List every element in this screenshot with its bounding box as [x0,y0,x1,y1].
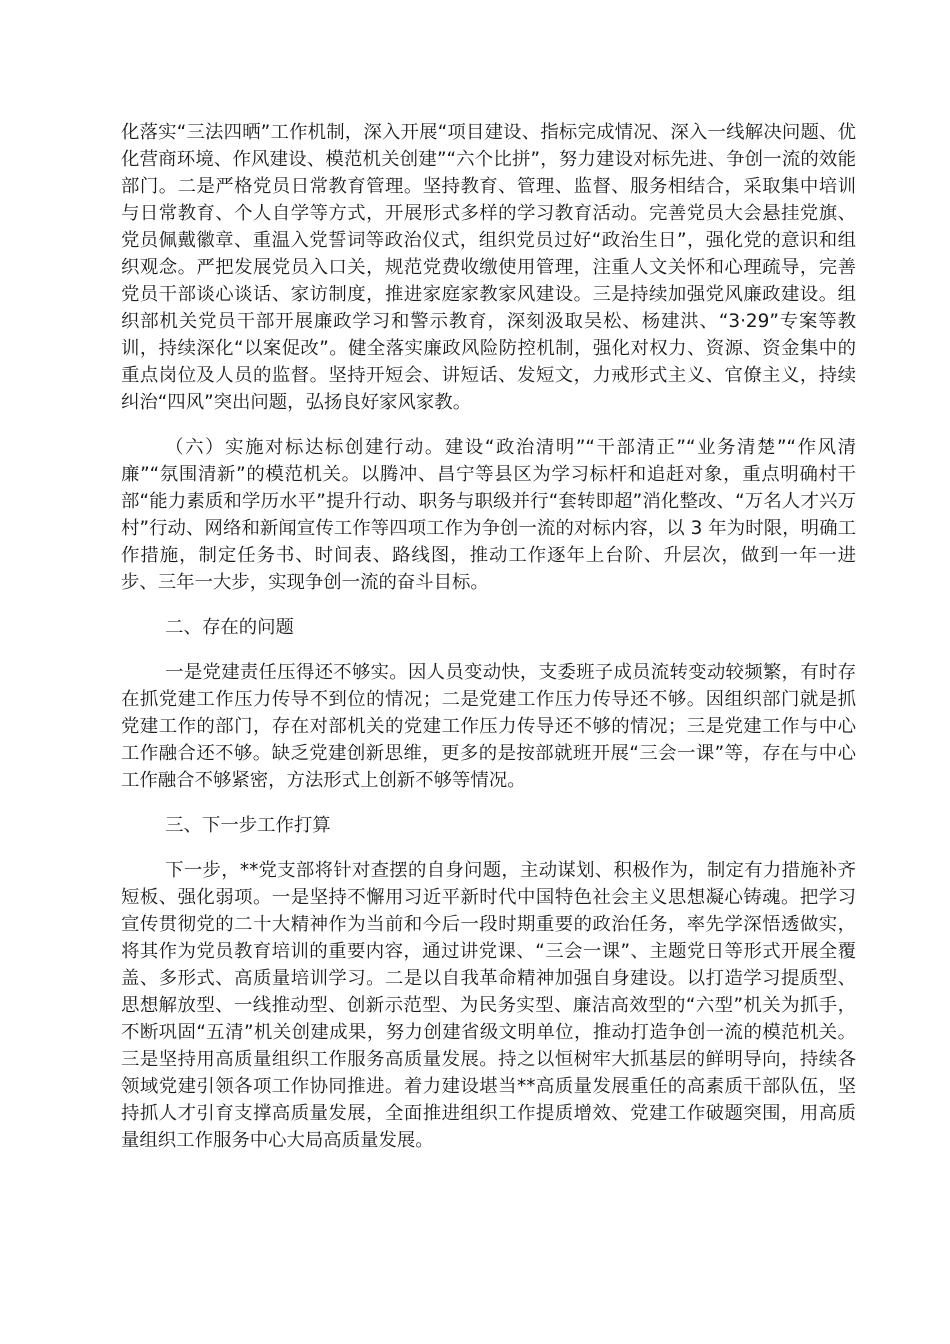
paragraph-problems: 一是党建责任压得还不够实。因人员变动快，支委班子成员流转变动较频繁，有时存在抓党建工作压力传导不到位的情况；二是党建工作压力传导还不够。因组织部门就是抓党建工作的部门，存在对部机关的党建工作压力传导还不够的情况；三是党建工作与中心工作融合还不够。缺乏党建创新思维，更多的是按部就班开展“三会一课”等，存在与中心工作融合不够紧密，方法形式上创新不够等情况。 [121,662,856,791]
paragraph-continuation: 化落实“三法四晒”工作机制，深入开展“项目建设、指标完成情况、深入一线解决问题、优化营商环境、作风建设、模范机关创建”“六个比拼”，努力建设对标先进、争创一流的效能部门。二是严格党员日常教育管理。坚持教育、管理、监督、服务相结合，采取集中培训与日常教育、个人自学等方式，开展形式多样的学习教育活动。完善党员大会悬挂党旗、党员佩戴徽章、重温入党誓词等政治仪式，组织党员过好“政治生日”，强化党的意识和组织观念。严把发展党员入口关，规范党费收缴使用管理，注重人文关怀和心理疏导，完善党员干部谈心谈话、家访制度，推进家庭家教家风建设。三是持续加强党风廉政建设。组织部机关党员干部开展廉政学习和警示教育，深刻汲取吴松、杨建洪、“3·29”专案等教训，持续深化“以案促改”。健全落实廉政风险防控机制，强化对权力、资源、资金集中的重点岗位及人员的监督。坚持开短会、讲短话、发短文，力戒形式主义、官僚主义，持续纠治“四风”突出问题，弘扬良好家风家教。 [121,122,856,413]
paragraph-section-six: （六）实施对标达标创建行动。建设“政治清明”“干部清正”“业务清楚”“作风清廉”“氛围清新”的模范机关。以腾冲、昌宁等县区为学习标杆和追赶对象，重点明确村干部“能力素质和学历水平”提升行动、职务与职级并行“套转即超”消化整改、“万名人才兴万村”行动、网络和新闻宣传工作等四项工作为争创一流的对标内容，以 3 年为时限，明确工作措施，制定任务书、时间表、路线图，推动工作逐年上台阶、升层次，做到一年一进步、三年一大步，实现争创一流的奋斗目标。 [121,437,856,593]
heading-existing-problems: 二、存在的问题 [165,617,294,638]
document-page [121,119,856,1172]
paragraph-next-steps: 下一步，**党支部将针对查摆的自身问题，主动谋划、积极作为，制定有力措施补齐短板、强化弱项。一是坚持不懈用习近平新时代中国特色社会主义思想凝心铸魂。把学习宣传贯彻党的二十大精神作为当前和今后一段时期重要的政治任务，率先学深悟透做实，将其作为党员教育培训的重要内容，通过讲党课、“三会一课”、主题党日等形式开展全覆盖、多形式、高质量培训学习。二是以自我革命精神加强自身建设。以打造学习提质型、思想解放型、一线推动型、创新示范型、为民务实型、廉洁高效型的“六型”机关为抓手，不断巩固“五清”机关创建成果，努力创建省级文明单位，推动打造争创一流的模范机关。三是坚持用高质量组织工作服务高质量发展。持之以恒树牢大抓基层的鲜明导向，持续各领域党建引领各项工作协同推进。着力建设堪当**高质量发展重任的高素质干部队伍，坚持抓人才引育支撑高质量发展，全面推进组织工作提质增效、党建工作破题突围，用高质量组织工作服务中心大局高质量发展。 [121,860,856,1151]
heading-next-steps: 三、下一步工作打算 [165,815,331,836]
